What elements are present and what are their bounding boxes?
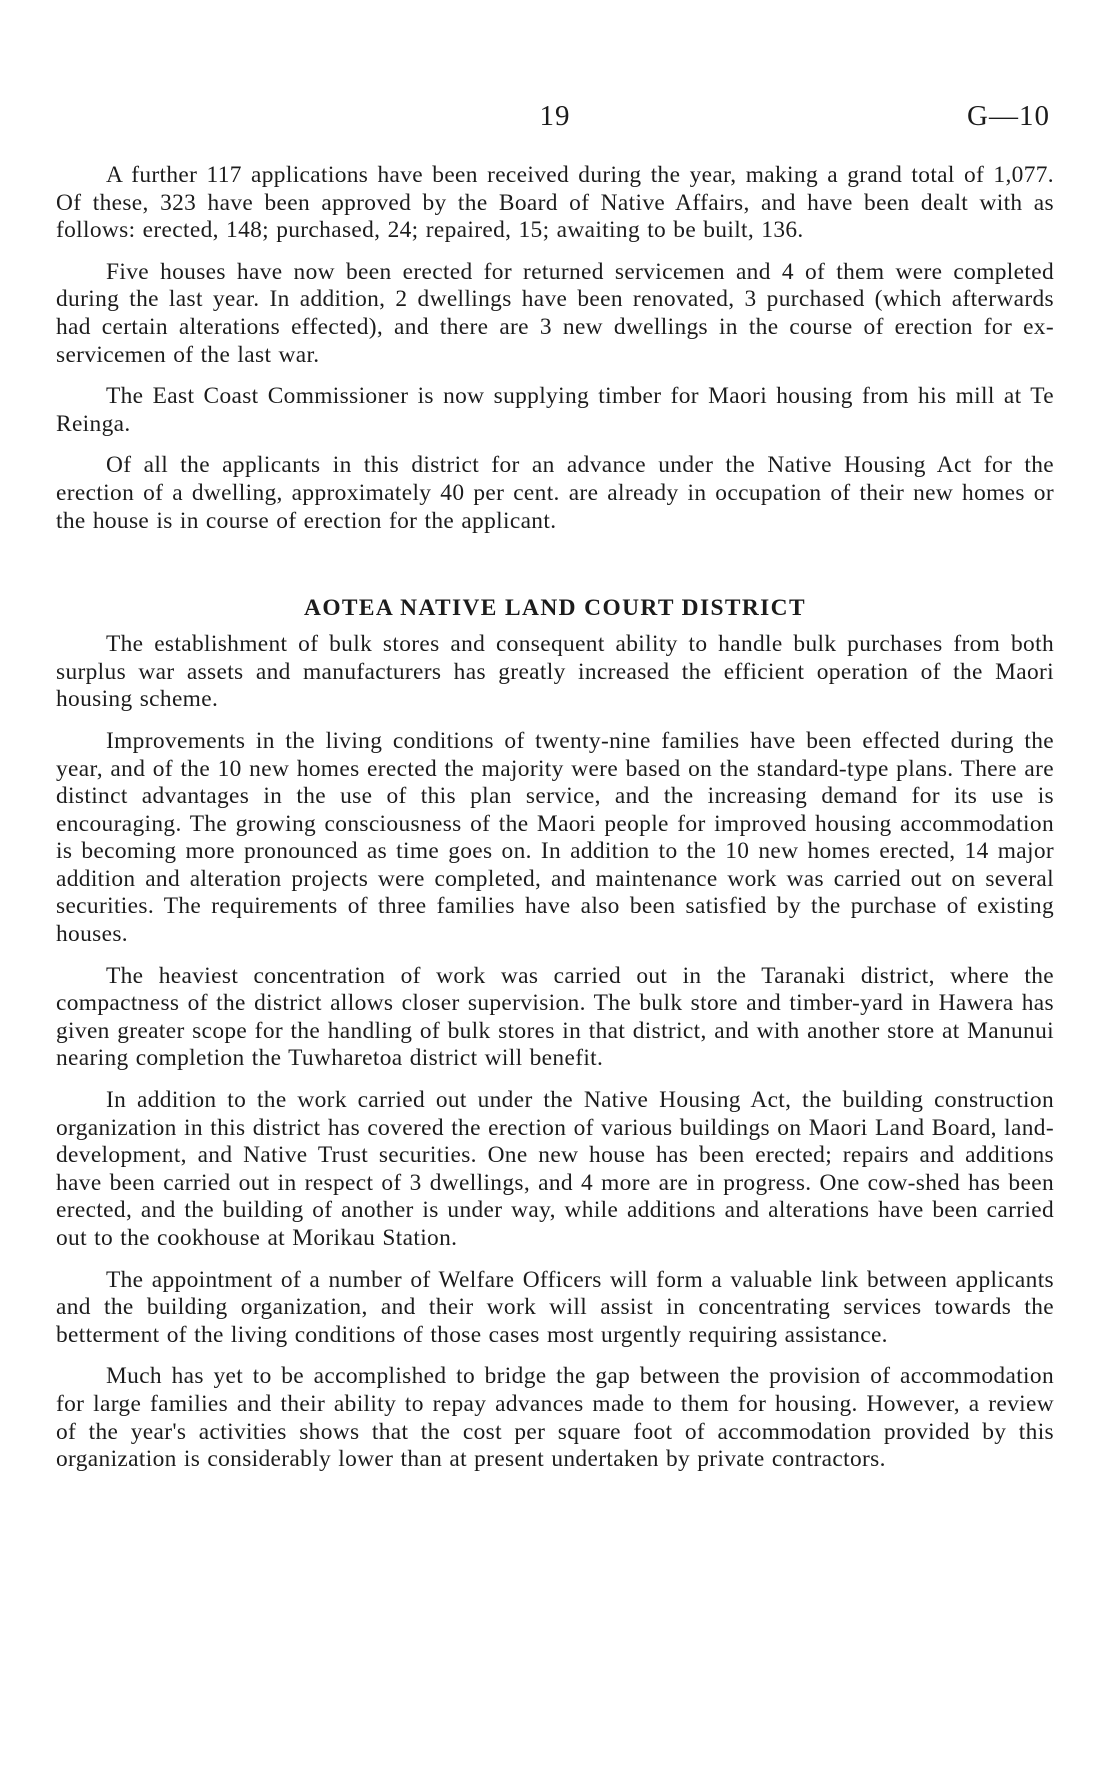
paragraph: Improvements in the living conditions of twenty-nine families have been effected during the year, and of the 10 new homes erected the majority were based on the standard-type plans. There are distinct advantages in the use of this plan service, and the increasing demand for its use is encouraging. The growing consciousness of the Maori people for improved housing accommodation is becoming more pronounced as time goes on. In addition to the 10 new homes erected, 14 major addition and alteration projects were completed, and maintenance work was carried out on several securities. The requirements of three families have also been satisfied by the purchase of existing houses.: [56, 727, 1054, 948]
paragraph: Much has yet to be accomplished to bridge the gap between the provision of accommodation for large families and their ability to repay advances made to them for housing. However, a review of the year's activities shows that the cost per square foot of accommodation provided by this organization is considerably lower than at present undertaken by private contractors.: [56, 1363, 1054, 1473]
section-heading: AOTEA NATIVE LAND COURT DISTRICT: [304, 595, 806, 622]
page-number: 19: [539, 100, 571, 132]
paragraph: The East Coast Commissioner is now supplying timber for Maori housing from his mill at Te Reinga.: [56, 383, 1054, 437]
paragraph: Five houses have now been erected for returned servicemen and 4 of them were completed during the last year. In addition, 2 dwellings have been renovated, 3 purchased (which afterwards had certain alterations effected), and there are 3 new dwellings in the course of erection for ex-servicemen of the last war.: [56, 258, 1054, 368]
paragraph: The heaviest concentration of work was carried out in the Taranaki district, where the compactness of the district allows closer supervision. The bulk store and timber-yard in Hawera has given greater scope for the handling of bulk stores in that district, and with another store at Manunui nearing completion the Tuwharetoa district will benefit.: [56, 962, 1054, 1072]
body-text: [56, 162, 1054, 1488]
paragraph: A further 117 applications have been received during the year, making a grand total of 1,077. Of these, 323 have been approved by the Board of Native Affairs, and have been dealt with as follows: erected, 148; purchased, 24; repaired, 15; awaiting to be built, 136.: [56, 162, 1054, 244]
page-header: [56, 100, 1054, 140]
paragraph: The appointment of a number of Welfare Officers will form a valuable link between applicants and the building organization, and their work will assist in concentrating services towards the betterment of the living conditions of those cases most urgently requiring assistance.: [56, 1266, 1054, 1348]
paragraph: The establishment of bulk stores and consequent ability to handle bulk purchases from both surplus war assets and manufacturers has greatly increased the efficient operation of the Maori housing scheme.: [56, 631, 1054, 713]
paragraph: Of all the applicants in this district for an advance under the Native Housing Act for the erection of a dwelling, approximately 40 per cent. are already in occupation of their new homes or the house is in course of erection for the applicant.: [56, 452, 1054, 534]
document-code: G—10: [967, 100, 1050, 132]
paragraph: In addition to the work carried out under the Native Housing Act, the building construction organization in this district has covered the erection of various buildings on Maori Land Board, land-development, and Native Trust securities. One new house has been erected; repairs and additions have been carried out in respect of 3 dwellings, and 4 more are in progress. One cow-shed has been erected, and the building of another is under way, while additions and alterations have been carried out to the cookhouse at Morikau Station.: [56, 1087, 1054, 1251]
